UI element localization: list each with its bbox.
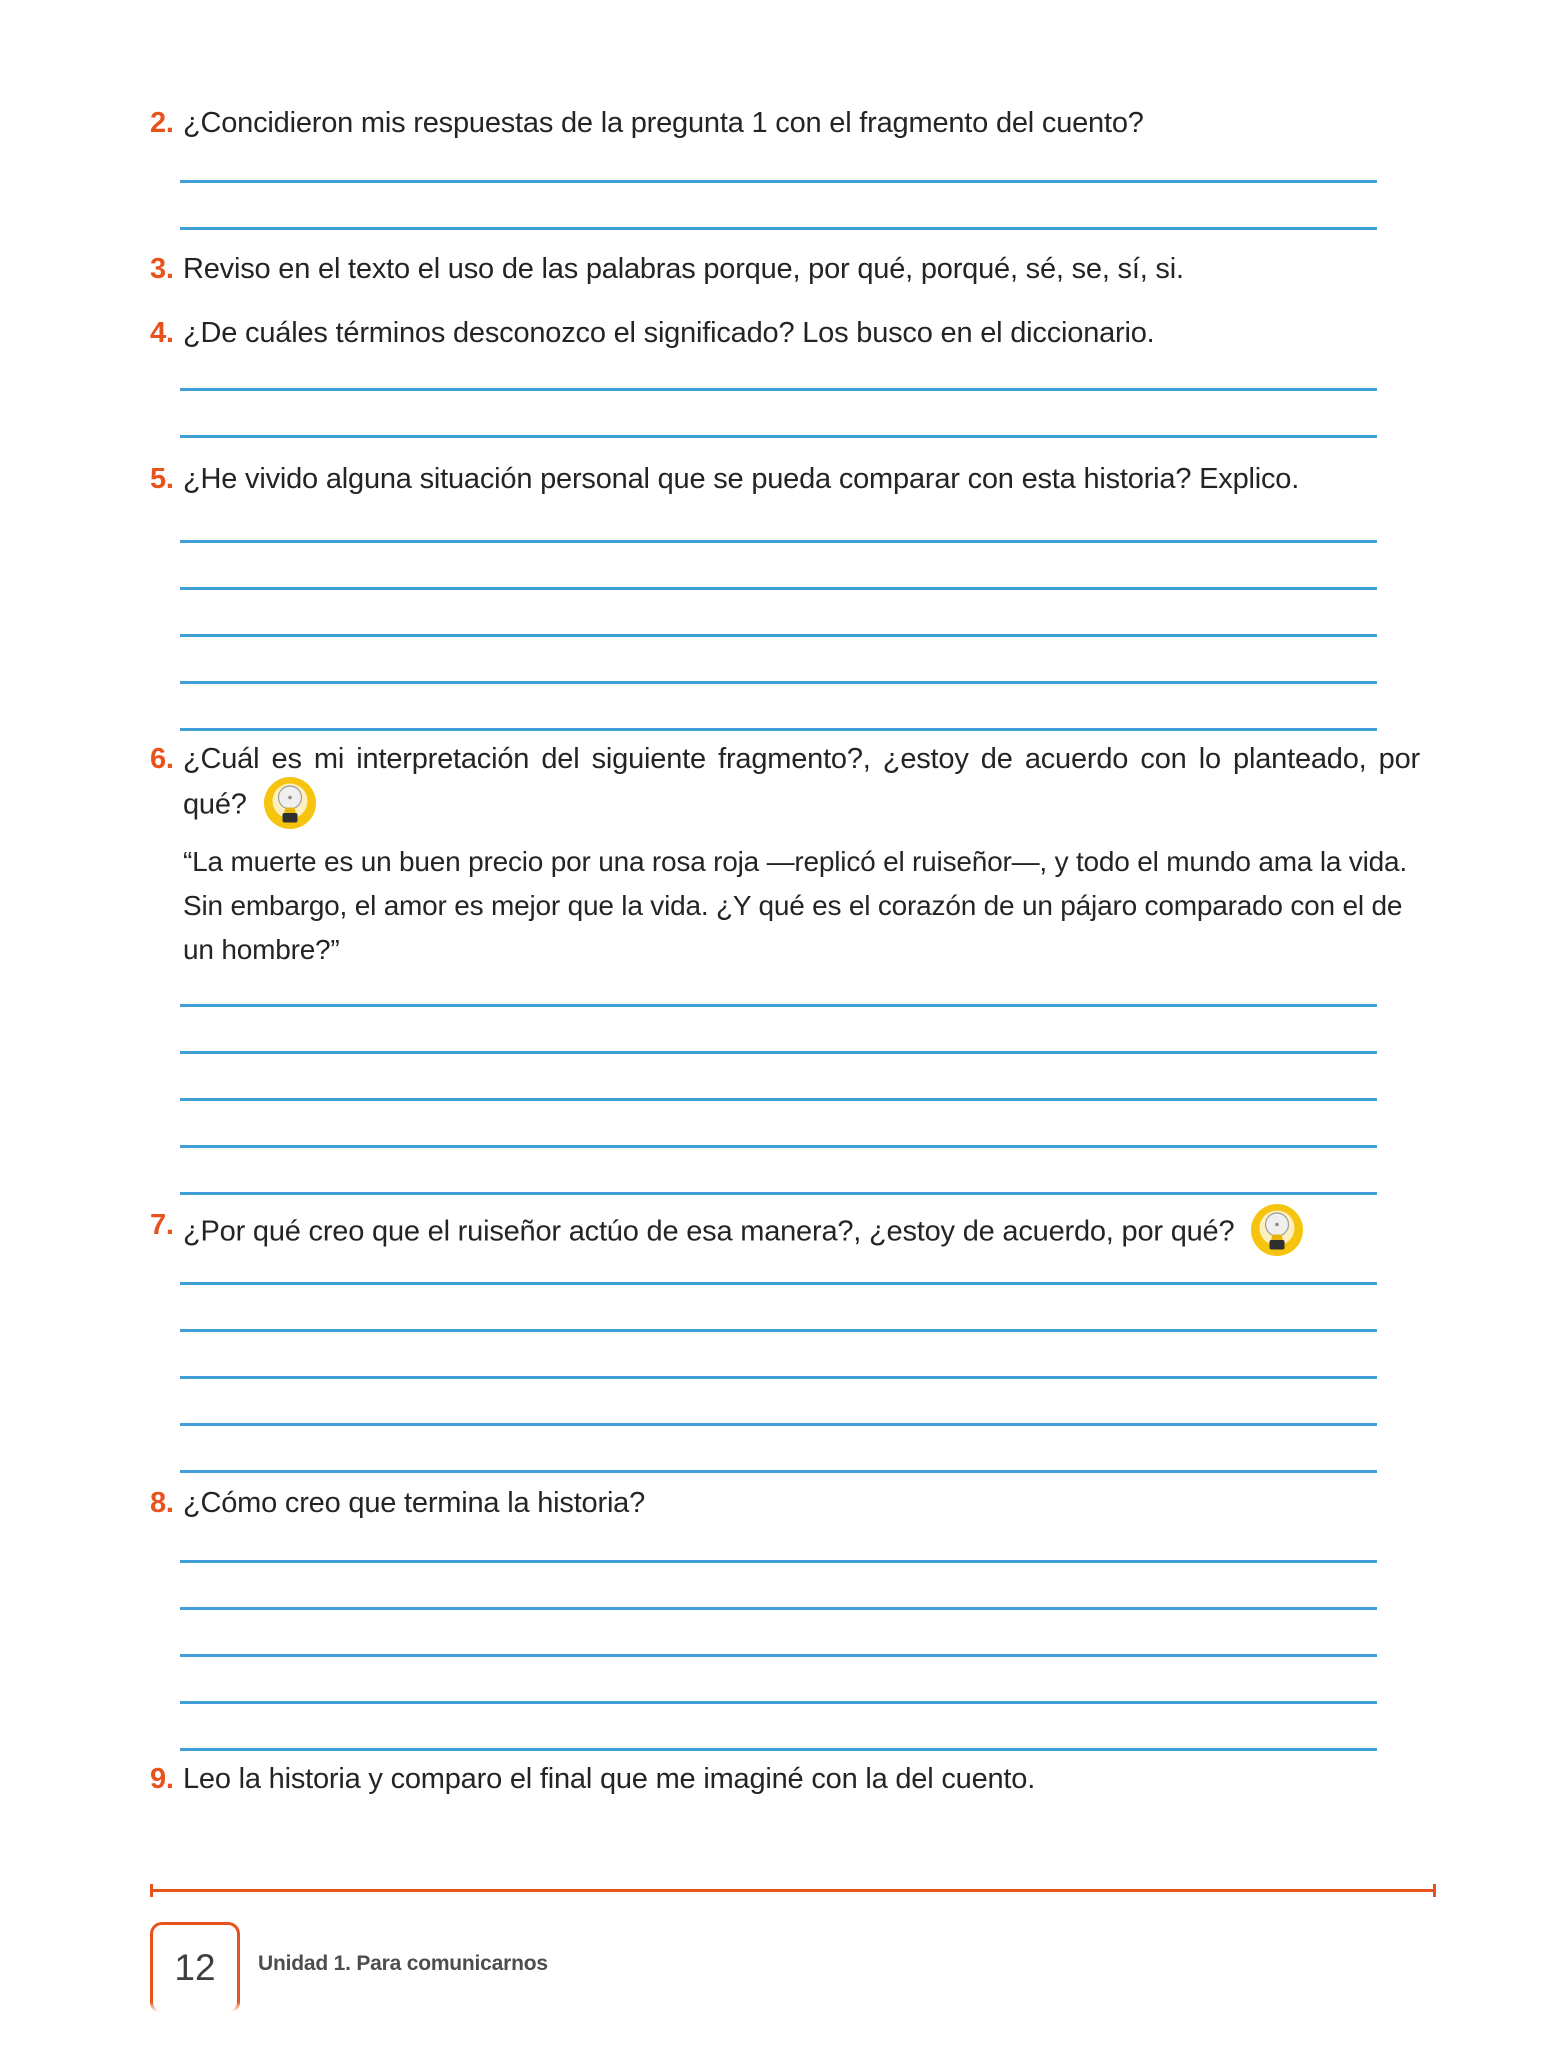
answer-line: [180, 496, 1377, 543]
question-text: Reviso en el texto el uso de las palabras porque, por qué, porqué, sé, se, sí, si.: [183, 253, 1184, 285]
answer-line: [180, 183, 1377, 230]
answer-line: [180, 1285, 1377, 1332]
question-number: 2.: [150, 107, 174, 139]
question-number: 8.: [150, 1487, 174, 1519]
question-6: [150, 740, 1420, 833]
answer-line: [180, 136, 1377, 183]
answer-line: [180, 1657, 1377, 1704]
page-number: 12: [174, 1947, 216, 1988]
answer-lines-q5: [180, 496, 1377, 731]
answer-line: [180, 1516, 1377, 1563]
answer-line: [180, 684, 1377, 731]
answer-line: [180, 1007, 1377, 1054]
question-9: [150, 1760, 1420, 1799]
story-fragment-quote: “La muerte es un buen precio por una rosa roja —replicó el ruiseñor—, y todo el mundo ama la vida. Sin embargo, el amor es mejor que la vida. ¿Y qué es el corazón de un pájaro comparado con el de un hombre?”: [183, 846, 1407, 965]
question-text: ¿Cómo creo que termina la historia?: [183, 1487, 646, 1519]
question-5: [150, 460, 1420, 499]
question-text: ¿De cuáles términos desconozco el significado? Los busco en el diccionario.: [183, 317, 1155, 349]
question-number: 6.: [150, 743, 174, 775]
question-number: 4.: [150, 317, 174, 349]
page-number-tab: [150, 1922, 240, 2014]
question-number: 3.: [150, 253, 174, 285]
question-number: 7.: [150, 1209, 174, 1241]
answer-line: [180, 344, 1377, 391]
answer-line: [180, 1332, 1377, 1379]
answer-lines-q6: [180, 960, 1377, 1195]
lightbulb-icon: [263, 776, 317, 830]
answer-line: [180, 1101, 1377, 1148]
question-text: Leo la historia y comparo el final que me imaginé con la del cuento.: [183, 1763, 1036, 1795]
question-number: 5.: [150, 463, 174, 495]
answer-line: [180, 1563, 1377, 1610]
answer-lines-q7: [180, 1238, 1377, 1473]
answer-line: [180, 1238, 1377, 1285]
question-text: ¿Por qué creo que el ruiseñor actúo de esa manera?, ¿estoy de acuerdo, por qué?: [183, 1206, 1420, 1260]
answer-lines-q4: [180, 344, 1377, 438]
footer-divider-line: [150, 1884, 1436, 1897]
question-text: ¿Concidieron mis respuestas de la pregunta 1 con el fragmento del cuento?: [183, 107, 1144, 139]
answer-line: [180, 590, 1377, 637]
answer-line: [180, 543, 1377, 590]
answer-line: [180, 1610, 1377, 1657]
question-text: ¿Cuál es mi interpretación del siguiente fragmento?, ¿estoy de acuerdo con lo planteado, por qué?: [183, 740, 1420, 833]
question-number: 9.: [150, 1763, 174, 1795]
answer-line: [180, 1054, 1377, 1101]
answer-line: [180, 960, 1377, 1007]
unit-label: Unidad 1. Para comunicarnos: [258, 1952, 548, 1975]
answer-line: [180, 391, 1377, 438]
answer-line: [180, 1379, 1377, 1426]
answer-line: [180, 1426, 1377, 1473]
answer-line: [180, 1704, 1377, 1751]
answer-line: [180, 1148, 1377, 1195]
question-text: ¿He vivido alguna situación personal que se pueda comparar con esta historia? Explico.: [183, 463, 1300, 495]
answer-lines-q8: [180, 1516, 1377, 1751]
question-3: [150, 250, 1420, 289]
answer-line: [180, 637, 1377, 684]
answer-lines-q2: [180, 136, 1377, 230]
